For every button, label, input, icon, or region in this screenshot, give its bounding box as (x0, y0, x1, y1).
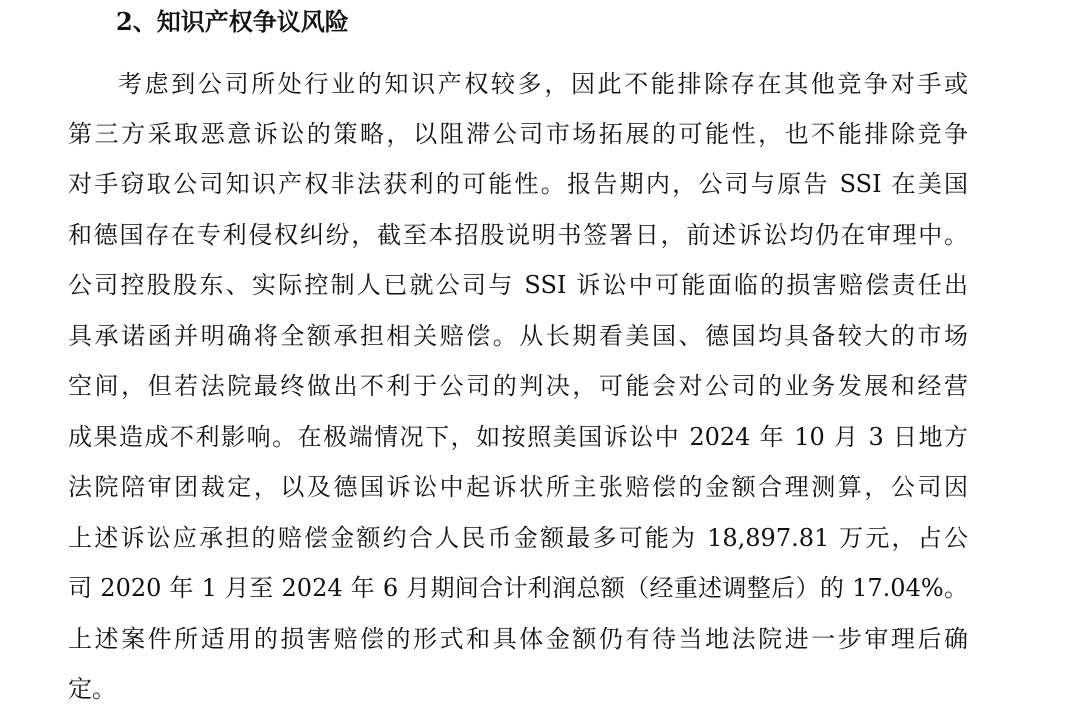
paragraph-line-11: 司 2020 年 1 月至 2024 年 6 月期间合计利润总额（经重述调整后）的 17.04%。 (68, 574, 968, 602)
paragraph-line-3: 对手窃取公司知识产权非法获利的可能性。报告期内，公司与原告 SSI 在美国 (68, 170, 968, 198)
paragraph-line-12: 上述案件所适用的损害赔偿的形式和具体金额仍有待当地法院进一步审理后确 (68, 625, 968, 653)
paragraph-line-5: 公司控股股东、实际控制人已就公司与 SSI 诉讼中可能面临的损害赔偿责任出 (68, 271, 968, 299)
paragraph-line-10: 上述诉讼应承担的赔偿金额约合人民币金额最多可能为 18,897.81 万元，占公 (68, 524, 968, 552)
section-heading: 2、知识产权争议风险 (116, 7, 349, 36)
paragraph-line-7: 空间，但若法院最终做出不利于公司的判决，可能会对公司的业务发展和经营 (68, 372, 968, 400)
paragraph-line-13: 定。 (68, 675, 116, 703)
paragraph-line-6: 具承诺函并明确将全额承担相关赔偿。从长期看美国、德国均具备较大的市场 (68, 322, 968, 350)
paragraph-line-2: 第三方采取恶意诉讼的策略，以阻滞公司市场拓展的可能性，也不能排除竞争 (68, 120, 968, 148)
paragraph-line-8: 成果造成不利影响。在极端情况下，如按照美国诉讼中 2024 年 10 月 3 日地方 (68, 423, 968, 451)
paragraph-line-9: 法院陪审团裁定，以及德国诉讼中起诉状所主张赔偿的金额合理测算，公司因 (68, 473, 968, 501)
paragraph-line-1: 考虑到公司所处行业的知识产权较多，因此不能排除存在其他竞争对手或 (118, 70, 968, 98)
paragraph-line-4: 和德国存在专利侵权纠纷，截至本招股说明书签署日，前述诉讼均仍在审理中。 (68, 221, 968, 249)
